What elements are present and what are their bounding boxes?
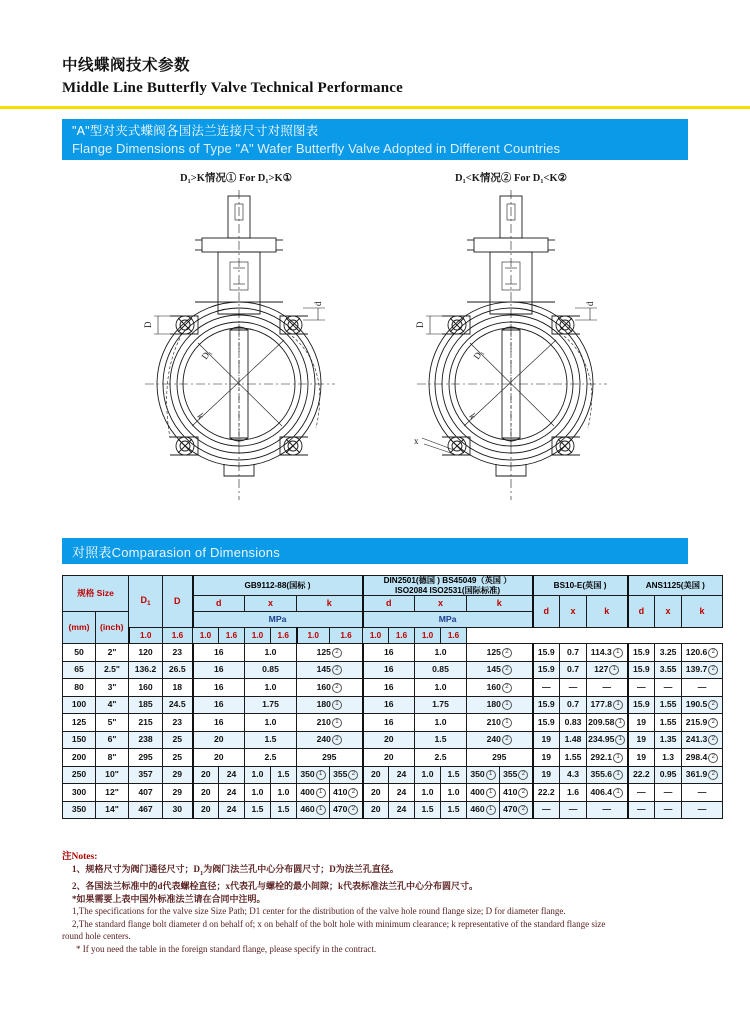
cell: 470 2 [500,801,533,819]
cell: 19 [533,731,560,749]
cell: 292.1 1 [587,749,628,767]
cell: 29 [163,784,193,802]
cell: 5" [96,714,129,732]
cell: 26.5 [163,661,193,679]
cell: 15.9 [533,696,560,714]
cell: 23 [163,714,193,732]
cell: 1.0 [415,766,441,784]
th-gb-x-10: 1.0 [193,628,219,644]
th-bs10-d: d [533,596,560,628]
cell: — [628,801,655,819]
cell: 20 [193,766,219,784]
th-size: 规格 Size [63,576,129,612]
header-row-standards [63,576,723,596]
cell: 1.0 [245,644,297,662]
cell: 1.0 [415,644,467,662]
cell: 20 [363,749,415,767]
cell: 240 2 [297,731,363,749]
cell: 16 [363,696,415,714]
cell: 120.6 2 [682,644,723,662]
valve-drawing-d1-gt-k [140,188,350,503]
cell: 298.4 2 [682,749,723,767]
table-row [63,784,723,802]
cell: 100 [63,696,96,714]
table-row [63,661,723,679]
cell: 1.5 [271,801,297,819]
th-gb-x-16: 1.6 [219,628,245,644]
cell: 2.5 [415,749,467,767]
cell: 185 [129,696,163,714]
cell: 1.0 [415,679,467,697]
comparison-banner [62,538,688,564]
th-din-k-10: 1.0 [415,628,441,644]
cell: 4" [96,696,129,714]
cell: 16 [193,644,245,662]
cell: 1.0 [245,784,271,802]
technical-drawings [0,188,750,508]
table-row [63,644,723,662]
cell: 24 [219,801,245,819]
cell: — [655,801,682,819]
cell: 177.8 1 [587,696,628,714]
cell: 240 2 [467,731,533,749]
th-gb-mpa: MPa [193,612,363,628]
cell: 2" [96,644,129,662]
cell: 410 2 [500,784,533,802]
th-din-x: x [415,596,467,612]
cell: 3" [96,679,129,697]
th-din-x-16: 1.6 [389,628,415,644]
table-row [63,679,723,697]
th-gb-k-16: 1.6 [271,628,297,644]
table-row [63,731,723,749]
cell: 23 [163,644,193,662]
cell: 470 2 [330,801,363,819]
cell: 209.58 1 [587,714,628,732]
cell: 350 1 [467,766,500,784]
cell: 22.2 [628,766,655,784]
cell: 16 [363,661,415,679]
cell: — [682,801,723,819]
cell: — [533,679,560,697]
th-bs10-x: x [560,596,587,628]
cell: 80 [63,679,96,697]
diagram-caption-right: D₁<K情况② For D₁<K② [455,173,568,184]
note-cn-3: *如果需要上表中国外标准法兰请在合同中注明。 [72,893,266,904]
cell: 3.55 [655,661,682,679]
cell: 215.9 2 [682,714,723,732]
cell: 355 2 [330,766,363,784]
cell: 127 1 [587,661,628,679]
cell: 1.0 [441,784,467,802]
cell: 1.0 [271,784,297,802]
cell: 1.35 [655,731,682,749]
cell: 215 [129,714,163,732]
th-gb-k-10: 1.0 [245,628,271,644]
cell: 145 2 [467,661,533,679]
cell: 250 [63,766,96,784]
table-row [63,801,723,819]
note-cn-1: 1、规格尺寸为阀门通径尺寸；$D_1$为阀门法兰孔中心分布圆尺寸；D为法兰孔直径。 [72,864,399,877]
comparison-banner-cn: 对照表 [72,545,112,560]
diagram-caption-left: D₁>K情况① For D₁>K① [180,173,293,184]
cell: 0.83 [560,714,587,732]
cell: 350 1 [297,766,330,784]
cell: 400 1 [467,784,500,802]
cell: 24 [389,766,415,784]
cell: 15.9 [628,644,655,662]
cell: 0.85 [415,661,467,679]
cell: 361.9 2 [682,766,723,784]
cell: 1.55 [655,714,682,732]
cell: 1.75 [245,696,297,714]
cell: 24 [219,784,245,802]
cell: 19 [533,766,560,784]
cell: — [682,784,723,802]
th-standard-din: DIN2501(德国 ) BS45049（英国 ） ISO2084 ISO2531(国际标准) [363,576,533,596]
section-banner-cn: "A"型对夹式蝶阀各国法兰连接尺寸对照图表 [72,124,319,138]
cell: 120 [129,644,163,662]
cell: 25 [163,749,193,767]
th-gb-x: x [245,596,297,612]
table-row [63,766,723,784]
cell: 0.7 [560,644,587,662]
section-banner-flange [62,119,688,160]
th-ans-k: k [682,596,723,628]
cell: 20 [363,731,415,749]
cell: 20 [193,749,245,767]
cell: 1.0 [415,714,467,732]
note-en-2: 2,The standard flange bolt diameter d on behalf of; x on behalf of the bolt hole with minimum clearance; k representative of the standard flange size [72,918,606,929]
cell: 1.0 [415,784,441,802]
th-din-d-16: 1.6 [330,628,363,644]
cell: 357 [129,766,163,784]
cell: 12" [96,784,129,802]
cell: 180 1 [467,696,533,714]
notes-section [62,848,702,955]
cell: 19 [628,714,655,732]
cell: — [587,801,628,819]
th-gb-k: k [297,596,363,612]
th-bs10-k: k [587,596,628,628]
cell: 1.5 [415,731,467,749]
cell: 0.7 [560,696,587,714]
cell: 16 [193,679,245,697]
cell: 210 1 [467,714,533,732]
cell: 16 [193,661,245,679]
th-din-k: k [467,596,533,612]
svg-text:x: x [414,436,419,446]
page-title-en: Middle Line Butterfly Valve Technical Performance [62,79,404,96]
cell: 460 1 [467,801,500,819]
cell: 407 [129,784,163,802]
dimensions-table-wrapper [62,575,715,819]
header-row-pressure [63,628,723,644]
cell: — [533,801,560,819]
cell: 19 [533,749,560,767]
cell: — [655,784,682,802]
cell: 20 [193,784,219,802]
cell: 19 [628,749,655,767]
page-header [0,0,750,99]
cell: 160 2 [297,679,363,697]
cell: 1.3 [655,749,682,767]
th-standard-ans: ANS1125(美国 ) [628,576,723,596]
section-banner-en: Flange Dimensions of Type "A" Wafer Butterfly Valve Adopted in Different Countries [72,141,561,156]
cell: 241.3 2 [682,731,723,749]
cell: 1.5 [441,801,467,819]
comparison-banner-en: Comparasion of Dimensions [111,545,280,560]
cell: 15.9 [628,661,655,679]
cell: 406.4 1 [587,784,628,802]
cell: 139.7 2 [682,661,723,679]
cell: 16 [193,714,245,732]
cell: 295 [129,749,163,767]
cell: — [682,679,723,697]
cell: — [560,679,587,697]
cell: 190.5 2 [682,696,723,714]
note-en-1: 1,The specifications for the valve size Size Path; D1 center for the distribution of the valve hole round flange size; D for diameter flange. [72,906,566,917]
cell: — [587,679,628,697]
th-din-d: d [363,596,415,612]
cell: 238 [129,731,163,749]
cell: 114.3 1 [587,644,628,662]
cell: 15.9 [628,696,655,714]
cell: 295 [297,749,363,767]
notes-heading: 注Notes: [62,852,98,862]
cell: 1.0 [245,766,271,784]
cell: 400 1 [297,784,330,802]
cell: 1.6 [560,784,587,802]
th-gb-d-10: 1.0 [129,628,163,644]
th-d: D [163,576,193,628]
cell: 180 1 [297,696,363,714]
cell: 1.5 [271,766,297,784]
th-size-mm: (mm) [63,612,96,644]
th-standard-gb: GB9112-88(国标 ) [193,576,363,596]
th-size-inch: (inch) [96,612,129,644]
cell: 24 [389,801,415,819]
cell: 6" [96,731,129,749]
cell: 125 [63,714,96,732]
cell: 25 [163,731,193,749]
cell: 20 [363,766,389,784]
cell: 14" [96,801,129,819]
cell: 16 [363,714,415,732]
cell: 16 [363,679,415,697]
cell: 460 1 [297,801,330,819]
cell: 20 [363,784,389,802]
th-din-mpa: MPa [363,612,533,628]
cell: 50 [63,644,96,662]
cell: 18 [163,679,193,697]
table-row [63,714,723,732]
cell: 1.75 [415,696,467,714]
cell: 355.6 1 [587,766,628,784]
cell: 300 [63,784,96,802]
cell: 4.3 [560,766,587,784]
cell: 1.5 [441,766,467,784]
cell: 1.48 [560,731,587,749]
cell: — [655,679,682,697]
cell: 20 [193,801,219,819]
cell: 1.55 [655,696,682,714]
table-head [63,576,723,644]
note-en-2b: round hole centers. [62,931,131,942]
yellow-divider [0,106,750,109]
cell: 160 [129,679,163,697]
cell: 1.55 [560,749,587,767]
cell: 0.95 [655,766,682,784]
cell: 1.5 [245,801,271,819]
cell: 24.5 [163,696,193,714]
cell: 0.85 [245,661,297,679]
svg-text:D₁: D₁ [199,347,214,362]
note-en-3: * If you need the table in the foreign standard flange, please specify in the contract. [76,943,377,954]
cell: — [628,784,655,802]
th-ans-x: x [655,596,682,628]
dimensions-table [62,575,723,819]
cell: 1.0 [245,714,297,732]
svg-text:D: D [415,321,425,328]
cell: 3.25 [655,644,682,662]
cell: 150 [63,731,96,749]
th-ans-d: d [628,596,655,628]
cell: 350 [63,801,96,819]
cell: 8" [96,749,129,767]
cell: 1.5 [415,801,441,819]
valve-drawing-d1-lt-k [412,188,622,503]
cell: 22.2 [533,784,560,802]
svg-text:d: d [313,301,323,306]
cell: — [628,679,655,697]
cell: 20 [193,731,245,749]
cell: 160 2 [467,679,533,697]
cell: 125 2 [297,644,363,662]
cell: 295 [467,749,533,767]
cell: 20 [363,801,389,819]
cell: 19 [628,731,655,749]
table-row [63,749,723,767]
cell: 15.9 [533,661,560,679]
cell: — [560,801,587,819]
cell: 24 [219,766,245,784]
cell: 30 [163,801,193,819]
th-din-x-10: 1.0 [363,628,389,644]
th-gb-d: d [193,596,245,612]
cell: 0.7 [560,661,587,679]
cell: 16 [363,644,415,662]
cell: 16 [193,696,245,714]
cell: 136.2 [129,661,163,679]
th-gb-d-16: 1.6 [163,628,193,644]
cell: 234.95 1 [587,731,628,749]
cell: 29 [163,766,193,784]
cell: 2.5" [96,661,129,679]
cell: 10" [96,766,129,784]
cell: 15.9 [533,714,560,732]
svg-text:k: k [467,411,479,421]
svg-text:d: d [585,301,595,306]
page-title-cn: 中线蝶阀技术参数 [62,57,191,74]
th-din-d-10: 1.0 [297,628,330,644]
cell: 467 [129,801,163,819]
cell: 200 [63,749,96,767]
cell: 2.5 [245,749,297,767]
cell: 1.5 [245,731,297,749]
note-cn-2: 2、各国法兰标准中的d代表螺栓直径；x代表孔与螺栓的最小间隙；k代表标准法兰孔中心分布圆尺寸。 [72,881,479,892]
cell: 210 1 [297,714,363,732]
table-row [63,696,723,714]
th-din-k-16: 1.6 [441,628,467,644]
cell: 15.9 [533,644,560,662]
cell: 1.0 [245,679,297,697]
cell: 145 2 [297,661,363,679]
cell: 65 [63,661,96,679]
cell: 410 2 [330,784,363,802]
svg-text:D₁: D₁ [471,347,486,362]
th-standard-bs10: BS10-E(英国 ) [533,576,628,596]
th-d1: $D_1$ [129,576,163,628]
table-body [63,644,723,819]
svg-text:D: D [143,321,153,328]
svg-text:k: k [195,411,207,421]
cell: 355 2 [500,766,533,784]
cell: 24 [389,784,415,802]
cell: 125 2 [467,644,533,662]
